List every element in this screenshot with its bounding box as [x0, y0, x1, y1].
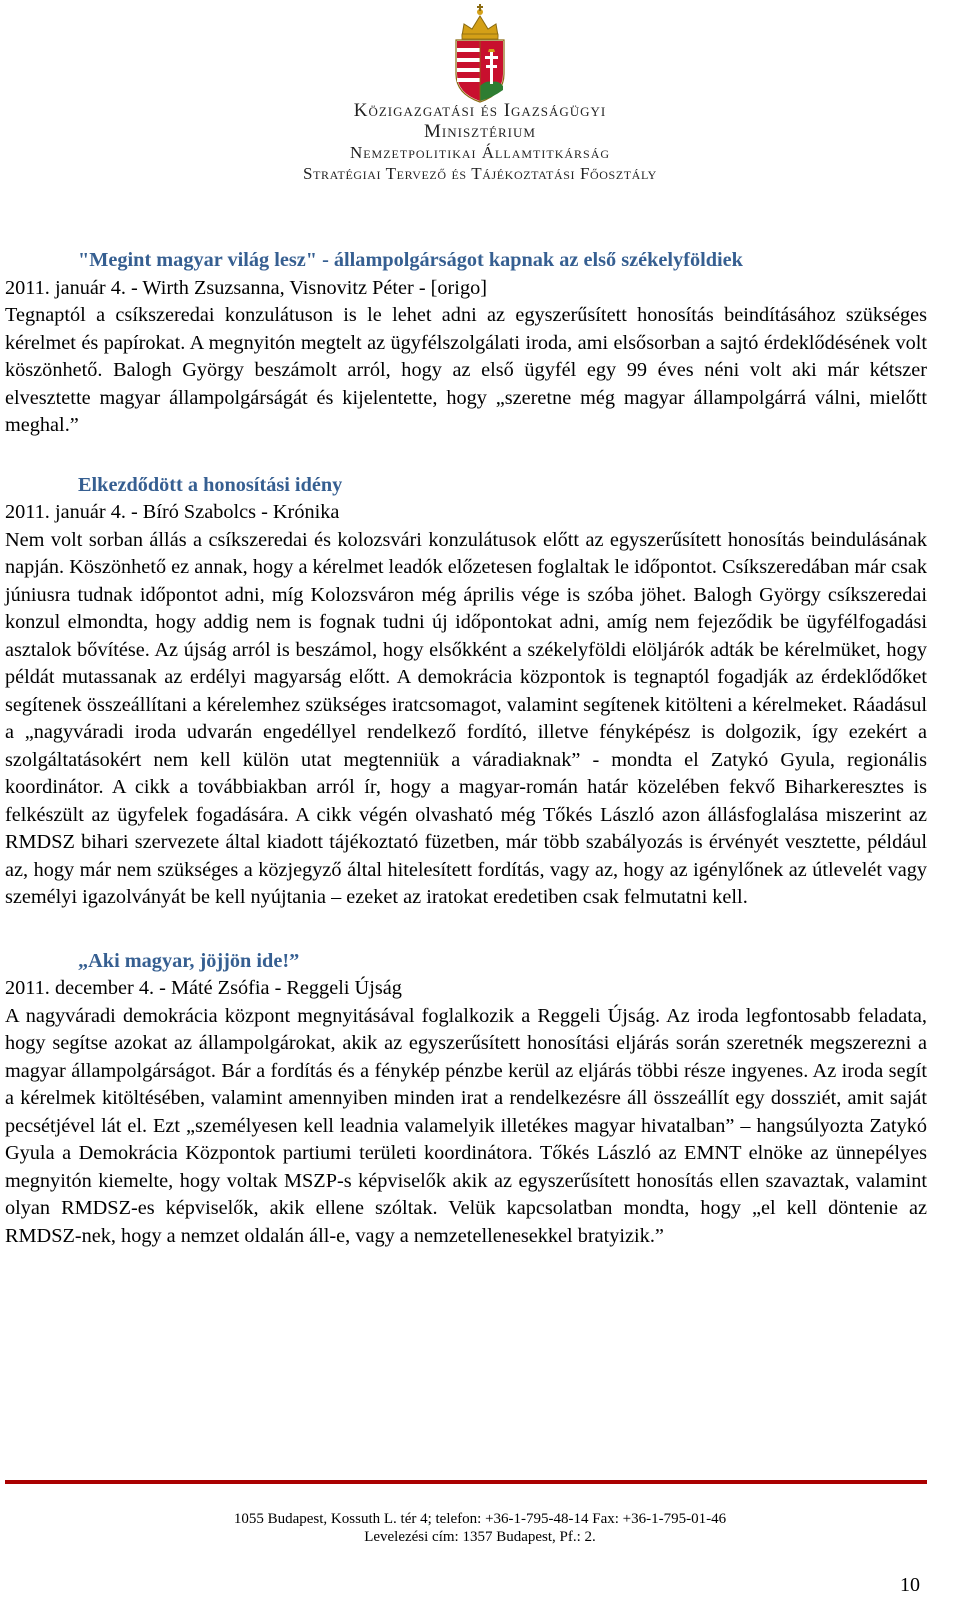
article-body: Nem volt sorban állás a csíkszeredai és kolozsvári konzulátusok előtt az egyszerűsített honosítás beindulásának napján. Köszönhető ez annak, hogy a kérelmet leadók előzetesen foglaltak le időpontot. Csíkszeredában már csak júniusra tudnak időpontot adni, míg Kolozsváron még április vége is szóba jöhet. Balogh György csíkszeredai konzul elmondta, hogy addig nem is fognak tudni új időpontokat adni, amíg nem fejeződik be ügyfélfogadási asztalok bővítése. Az újság arról is beszámol, hogy elsőkként a székelyföldi elöljárók adták be kérelmüket, hogy példát mutassanak az erdélyi magyarság előtt. A demokrácia központok is tegnaptól fogadják az érdeklődőket segítenek összeállítani a kérelemhez szükséges iratcsomagot, valamint segítenek kitölteni a kérelmeket. Ráadásul a „nagyváradi iroda udvarán engedéllyel rendelkező fordító, illetve fényképész is dolgozik, így ezekért a szolgáltatásokért nem kell külön utat megtenniük a váradiaknak” - mondta el Zatykó Gyula, regionális koordinátor. A cikk a továbbiakban arról ír, hogy a magyar-román határ közelében fekvő Biharkeresztes is felkészült az ügyfelek fogadására. A cikk végén olvasható még Tőkés László azon állásfoglalása miszerint az RMDSZ bihari szervezete által kiadott tájékoztató füzetben, már több szabályozás is érvényét vesztette, például az, hogy már nem szükséges a közjegyző által hitelesített fordítás, vagy az, hogy az igénylőnek az útlevelét vagy személyi igazolványát be kell nyújtania – ezeket az iratokat eredetiben csak felmutatni kell.: [5, 528, 927, 908]
article: [5, 948, 927, 1251]
ministry-line: Közigazgatási és Igazságügyi: [353, 100, 607, 121]
article-title: „Aki magyar, jöjjön ide!”: [78, 949, 300, 972]
footer-postal-address: Levelezési cím: 1357 Budapest, Pf.: 2.: [364, 1529, 596, 1545]
article-meta: 2011. január 4. - Wirth Zsuzsanna, Visnovitz Péter - [origo]: [5, 276, 487, 299]
page-number: 10: [900, 1574, 920, 1596]
article-title: Elkezdődött a honosítási idény: [78, 473, 343, 496]
article-spacer: [5, 912, 927, 948]
footer-address: 1055 Budapest, Kossuth L. tér 4; telefon: +36-1-795-48-14 Fax: +36-1-795-01-46: [233, 1511, 727, 1527]
article-list: [5, 247, 927, 1250]
article: [5, 247, 927, 440]
article-body: A nagyváradi demokrácia központ megnyitásával foglalkozik a Reggeli Újság. Az iroda legfontosabb feladata, hogy segítse azokat az állampolgárokat, akik az egyszerűsített honosítási eljárás során szeretnék megszerezni a magyar állampolgárságot. Bár a fordítás és a fénykép pénzbe kerül az eljárás többi része ingyenes. Az iroda segít a kérelmek kitöltésében, valamint amennyiben minden irat a rendelkezésre áll összeállít egy dossziét, amit saját pecsétjével lát el. Ezt „személyesen kell leadnia valamelyik illetékes magyar hivatalban” – hangsúlyozta Zatykó Gyula a Demokrácia Központok partiumi területi koordinátora. Tőkés László az EMNT elnöke az ünnepélyes megnyitón kiemelte, hogy voltak MSZP-s képviselők akik az egyszerűsített honosítás ellen szavaztak, valamint olyan RMDSZ-es képviselők, akik ellene szóltak. Velük kapcsolatban mondta, hogy „el kell döntenie az RMDSZ-nek, hogy a nemzet oldalán áll-e, vagy a nemzetellenesekkel bratyizik.”: [5, 1004, 927, 1247]
footer-rule: [5, 1480, 927, 1484]
hungarian-coat-of-arms-icon: [450, 2, 510, 104]
footer: [0, 1510, 960, 1546]
department-line: Stratégiai Tervező és Tájékoztatási Főosztály: [303, 164, 657, 183]
ministry-name: [0, 100, 960, 184]
article-meta: 2011. december 4. - Máté Zsófia - Reggeli Újság: [5, 977, 402, 999]
article-spacer: [5, 440, 927, 472]
article: [5, 472, 927, 912]
ministry-line: Minisztérium: [424, 121, 536, 142]
letterhead: [0, 0, 960, 200]
article-body: Tegnaptól a csíkszeredai konzulátuson is le lehet adni az egyszerűsített honosítás beindításához szükséges kérelmet és papírokat. A megnyitón megtelt az ügyfélszolgálati iroda, ami elsősorban a sajtó érdeklődésének volt köszönhető. Balogh György beszámolt arról, hogy az első ügyfél egy 99 éves néni volt aki már kétszer elvesztette magyar állampolgárságát és kijelentette, hogy „szeretne még magyar állampolgárrá válni, mielőtt meghal.”: [5, 304, 927, 436]
department-line: Nemzetpolitikai Államtitkárság: [349, 143, 611, 162]
article-title: "Megint magyar világ lesz" - állampolgárságot kapnak az első székelyföldiek: [78, 249, 743, 271]
article-meta: 2011. január 4. - Bíró Szabolcs - Krónika: [5, 501, 340, 523]
